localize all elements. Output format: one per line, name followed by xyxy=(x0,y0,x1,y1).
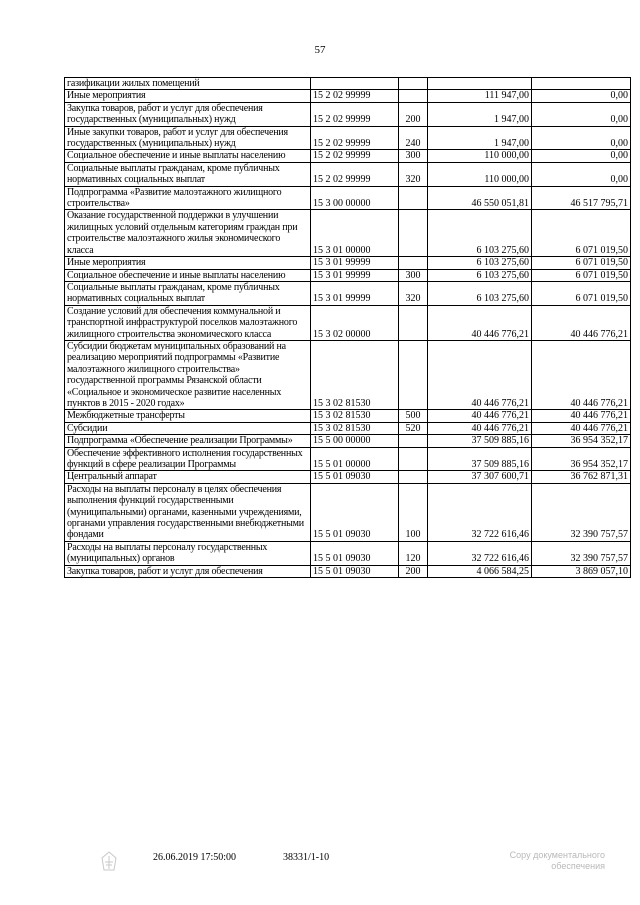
table-row xyxy=(65,410,631,422)
row-amount-1: 40 446 776,21 xyxy=(428,340,532,409)
row-expense-type xyxy=(399,90,428,102)
row-name: Закупка товаров, работ и услуг для обеспечения xyxy=(65,565,311,577)
table-row xyxy=(65,90,631,102)
row-code: 15 3 00 00000 xyxy=(311,186,399,210)
row-expense-type: 120 xyxy=(399,541,428,565)
row-expense-type xyxy=(399,340,428,409)
row-code: 15 3 01 99999 xyxy=(311,281,399,305)
row-name: Иные мероприятия xyxy=(65,90,311,102)
row-amount-2: 36 954 352,17 xyxy=(532,447,631,471)
row-code: 15 5 01 00000 xyxy=(311,447,399,471)
budget-table-body xyxy=(65,78,631,578)
footer-date: 26.06.2019 17:50:00 xyxy=(153,852,237,863)
row-amount-1: 6 103 275,60 xyxy=(428,281,532,305)
row-code: 15 3 01 99999 xyxy=(311,257,399,269)
row-code: 15 2 02 99999 xyxy=(311,162,399,186)
table-row xyxy=(65,162,631,186)
footer-stamp-line-2: обеспечения xyxy=(551,861,605,871)
footer-document-code: 38331/1-10 xyxy=(283,852,330,863)
row-expense-type xyxy=(399,447,428,471)
row-expense-type: 300 xyxy=(399,150,428,162)
row-code: 15 3 02 00000 xyxy=(311,305,399,340)
row-expense-type xyxy=(399,435,428,447)
row-expense-type xyxy=(399,210,428,257)
row-amount-1: 110 000,00 xyxy=(428,150,532,162)
row-name: Создание условий для обеспечения коммунальной и транспортной инфраструктурой поселков малоэтажного жилищного строительства экономического класса xyxy=(65,305,311,340)
row-amount-2: 36 954 352,17 xyxy=(532,435,631,447)
table-row xyxy=(65,150,631,162)
table-row xyxy=(65,305,631,340)
row-code: 15 2 02 99999 xyxy=(311,126,399,150)
row-name: Субсидии xyxy=(65,422,311,434)
table-row xyxy=(65,78,631,90)
row-code: 15 5 01 09030 xyxy=(311,471,399,483)
row-amount-1: 110 000,00 xyxy=(428,162,532,186)
row-expense-type xyxy=(399,257,428,269)
table-row xyxy=(65,126,631,150)
row-name: Закупка товаров, работ и услуг для обеспечения государственных (муниципальных) нужд xyxy=(65,102,311,126)
row-expense-type xyxy=(399,305,428,340)
row-amount-1: 4 066 584,25 xyxy=(428,565,532,577)
row-amount-2: 6 071 019,50 xyxy=(532,281,631,305)
row-name: Расходы на выплаты персоналу государственных (муниципальных) органов xyxy=(65,541,311,565)
row-amount-2: 3 869 057,10 xyxy=(532,565,631,577)
row-code: 15 5 01 09030 xyxy=(311,483,399,541)
row-name: Иные закупки товаров, работ и услуг для обеспечения государственных (муниципальных) нужд xyxy=(65,126,311,150)
row-amount-2: 0,00 xyxy=(532,90,631,102)
row-code: 15 5 01 09030 xyxy=(311,541,399,565)
footer-stamp-line-1: Copy документального xyxy=(509,850,605,860)
row-name: газификации жилых помещений xyxy=(65,78,311,90)
row-name: Субсидии бюджетам муниципальных образований на реализацию мероприятий подпрограммы «Развитие малоэтажного жилищного строительства» государственной программы Рязанской области «Социальное и экономическое развитие населенных пунктов в 2015 - 2020 годах» xyxy=(65,340,311,409)
row-amount-1: 37 509 885,16 xyxy=(428,435,532,447)
row-name: Социальные выплаты гражданам, кроме публичных нормативных социальных выплат xyxy=(65,281,311,305)
row-code xyxy=(311,78,399,90)
row-name: Социальные выплаты гражданам, кроме публичных нормативных социальных выплат xyxy=(65,162,311,186)
table-row xyxy=(65,435,631,447)
row-name: Подпрограмма «Обеспечение реализации Программы» xyxy=(65,435,311,447)
page-footer xyxy=(0,850,640,890)
row-expense-type: 320 xyxy=(399,281,428,305)
row-amount-1: 40 446 776,21 xyxy=(428,422,532,434)
table-row xyxy=(65,281,631,305)
table-row xyxy=(65,269,631,281)
row-amount-2: 0,00 xyxy=(532,162,631,186)
footer-stamp xyxy=(445,850,605,872)
row-code: 15 3 02 81530 xyxy=(311,340,399,409)
row-code: 15 3 02 81530 xyxy=(311,410,399,422)
row-code: 15 2 02 99999 xyxy=(311,150,399,162)
row-amount-2: 36 762 871,31 xyxy=(532,471,631,483)
emblem-icon xyxy=(96,850,122,874)
row-amount-1: 111 947,00 xyxy=(428,90,532,102)
row-expense-type: 300 xyxy=(399,269,428,281)
row-name: Межбюджетные трансферты xyxy=(65,410,311,422)
table-row xyxy=(65,210,631,257)
row-amount-2: 6 071 019,50 xyxy=(532,269,631,281)
row-name: Центральный аппарат xyxy=(65,471,311,483)
row-expense-type: 520 xyxy=(399,422,428,434)
table-row xyxy=(65,483,631,541)
row-amount-1: 6 103 275,60 xyxy=(428,269,532,281)
budget-table xyxy=(64,77,631,578)
row-name: Обеспечение эффективного исполнения государственных функций в сфере реализации Программы xyxy=(65,447,311,471)
row-expense-type: 100 xyxy=(399,483,428,541)
row-expense-type: 200 xyxy=(399,102,428,126)
row-code: 15 3 01 99999 xyxy=(311,269,399,281)
row-amount-1: 6 103 275,60 xyxy=(428,257,532,269)
table-row xyxy=(65,422,631,434)
row-code: 15 2 02 99999 xyxy=(311,102,399,126)
table-row xyxy=(65,257,631,269)
row-name: Социальное обеспечение и иные выплаты населению xyxy=(65,150,311,162)
row-code: 15 3 02 81530 xyxy=(311,422,399,434)
row-expense-type xyxy=(399,471,428,483)
row-expense-type: 320 xyxy=(399,162,428,186)
row-amount-1: 37 307 600,71 xyxy=(428,471,532,483)
row-expense-type: 200 xyxy=(399,565,428,577)
table-row xyxy=(65,447,631,471)
row-expense-type xyxy=(399,186,428,210)
row-amount-1: 40 446 776,21 xyxy=(428,410,532,422)
table-row xyxy=(65,340,631,409)
row-amount-2 xyxy=(532,78,631,90)
row-code: 15 2 02 99999 xyxy=(311,90,399,102)
row-amount-2: 40 446 776,21 xyxy=(532,340,631,409)
row-name: Подпрограмма «Развитие малоэтажного жилищного строительства» xyxy=(65,186,311,210)
table-row xyxy=(65,471,631,483)
table-row xyxy=(65,541,631,565)
row-amount-2: 0,00 xyxy=(532,102,631,126)
row-amount-1 xyxy=(428,78,532,90)
row-amount-2: 6 071 019,50 xyxy=(532,257,631,269)
row-code: 15 3 01 00000 xyxy=(311,210,399,257)
row-expense-type: 240 xyxy=(399,126,428,150)
row-amount-2: 40 446 776,21 xyxy=(532,305,631,340)
row-amount-1: 1 947,00 xyxy=(428,126,532,150)
row-amount-2: 40 446 776,21 xyxy=(532,422,631,434)
table-row xyxy=(65,102,631,126)
row-name: Оказание государственной поддержки в улучшении жилищных условий отдельным категориям граждан при строительстве малоэтажного жилья экономического класса xyxy=(65,210,311,257)
row-amount-1: 1 947,00 xyxy=(428,102,532,126)
row-amount-1: 40 446 776,21 xyxy=(428,305,532,340)
row-amount-1: 46 550 051,81 xyxy=(428,186,532,210)
row-amount-2: 6 071 019,50 xyxy=(532,210,631,257)
table-row xyxy=(65,186,631,210)
row-amount-2: 40 446 776,21 xyxy=(532,410,631,422)
row-expense-type: 500 xyxy=(399,410,428,422)
row-name: Социальное обеспечение и иные выплаты населению xyxy=(65,269,311,281)
row-name: Расходы на выплаты персоналу в целях обеспечения выполнения функций государственными (муниципальными) органами, казенными учреждениями, органами управления государственными внебюджетными фондами xyxy=(65,483,311,541)
row-code: 15 5 01 09030 xyxy=(311,565,399,577)
row-amount-2: 0,00 xyxy=(532,126,631,150)
row-amount-1: 6 103 275,60 xyxy=(428,210,532,257)
row-expense-type xyxy=(399,78,428,90)
row-code: 15 5 00 00000 xyxy=(311,435,399,447)
row-amount-1: 37 509 885,16 xyxy=(428,447,532,471)
row-amount-1: 32 722 616,46 xyxy=(428,541,532,565)
row-amount-1: 32 722 616,46 xyxy=(428,483,532,541)
table-row xyxy=(65,565,631,577)
row-amount-2: 0,00 xyxy=(532,150,631,162)
row-amount-2: 32 390 757,57 xyxy=(532,483,631,541)
page-number: 57 xyxy=(314,44,326,56)
row-amount-2: 32 390 757,57 xyxy=(532,541,631,565)
row-amount-2: 46 517 795,71 xyxy=(532,186,631,210)
row-name: Иные мероприятия xyxy=(65,257,311,269)
